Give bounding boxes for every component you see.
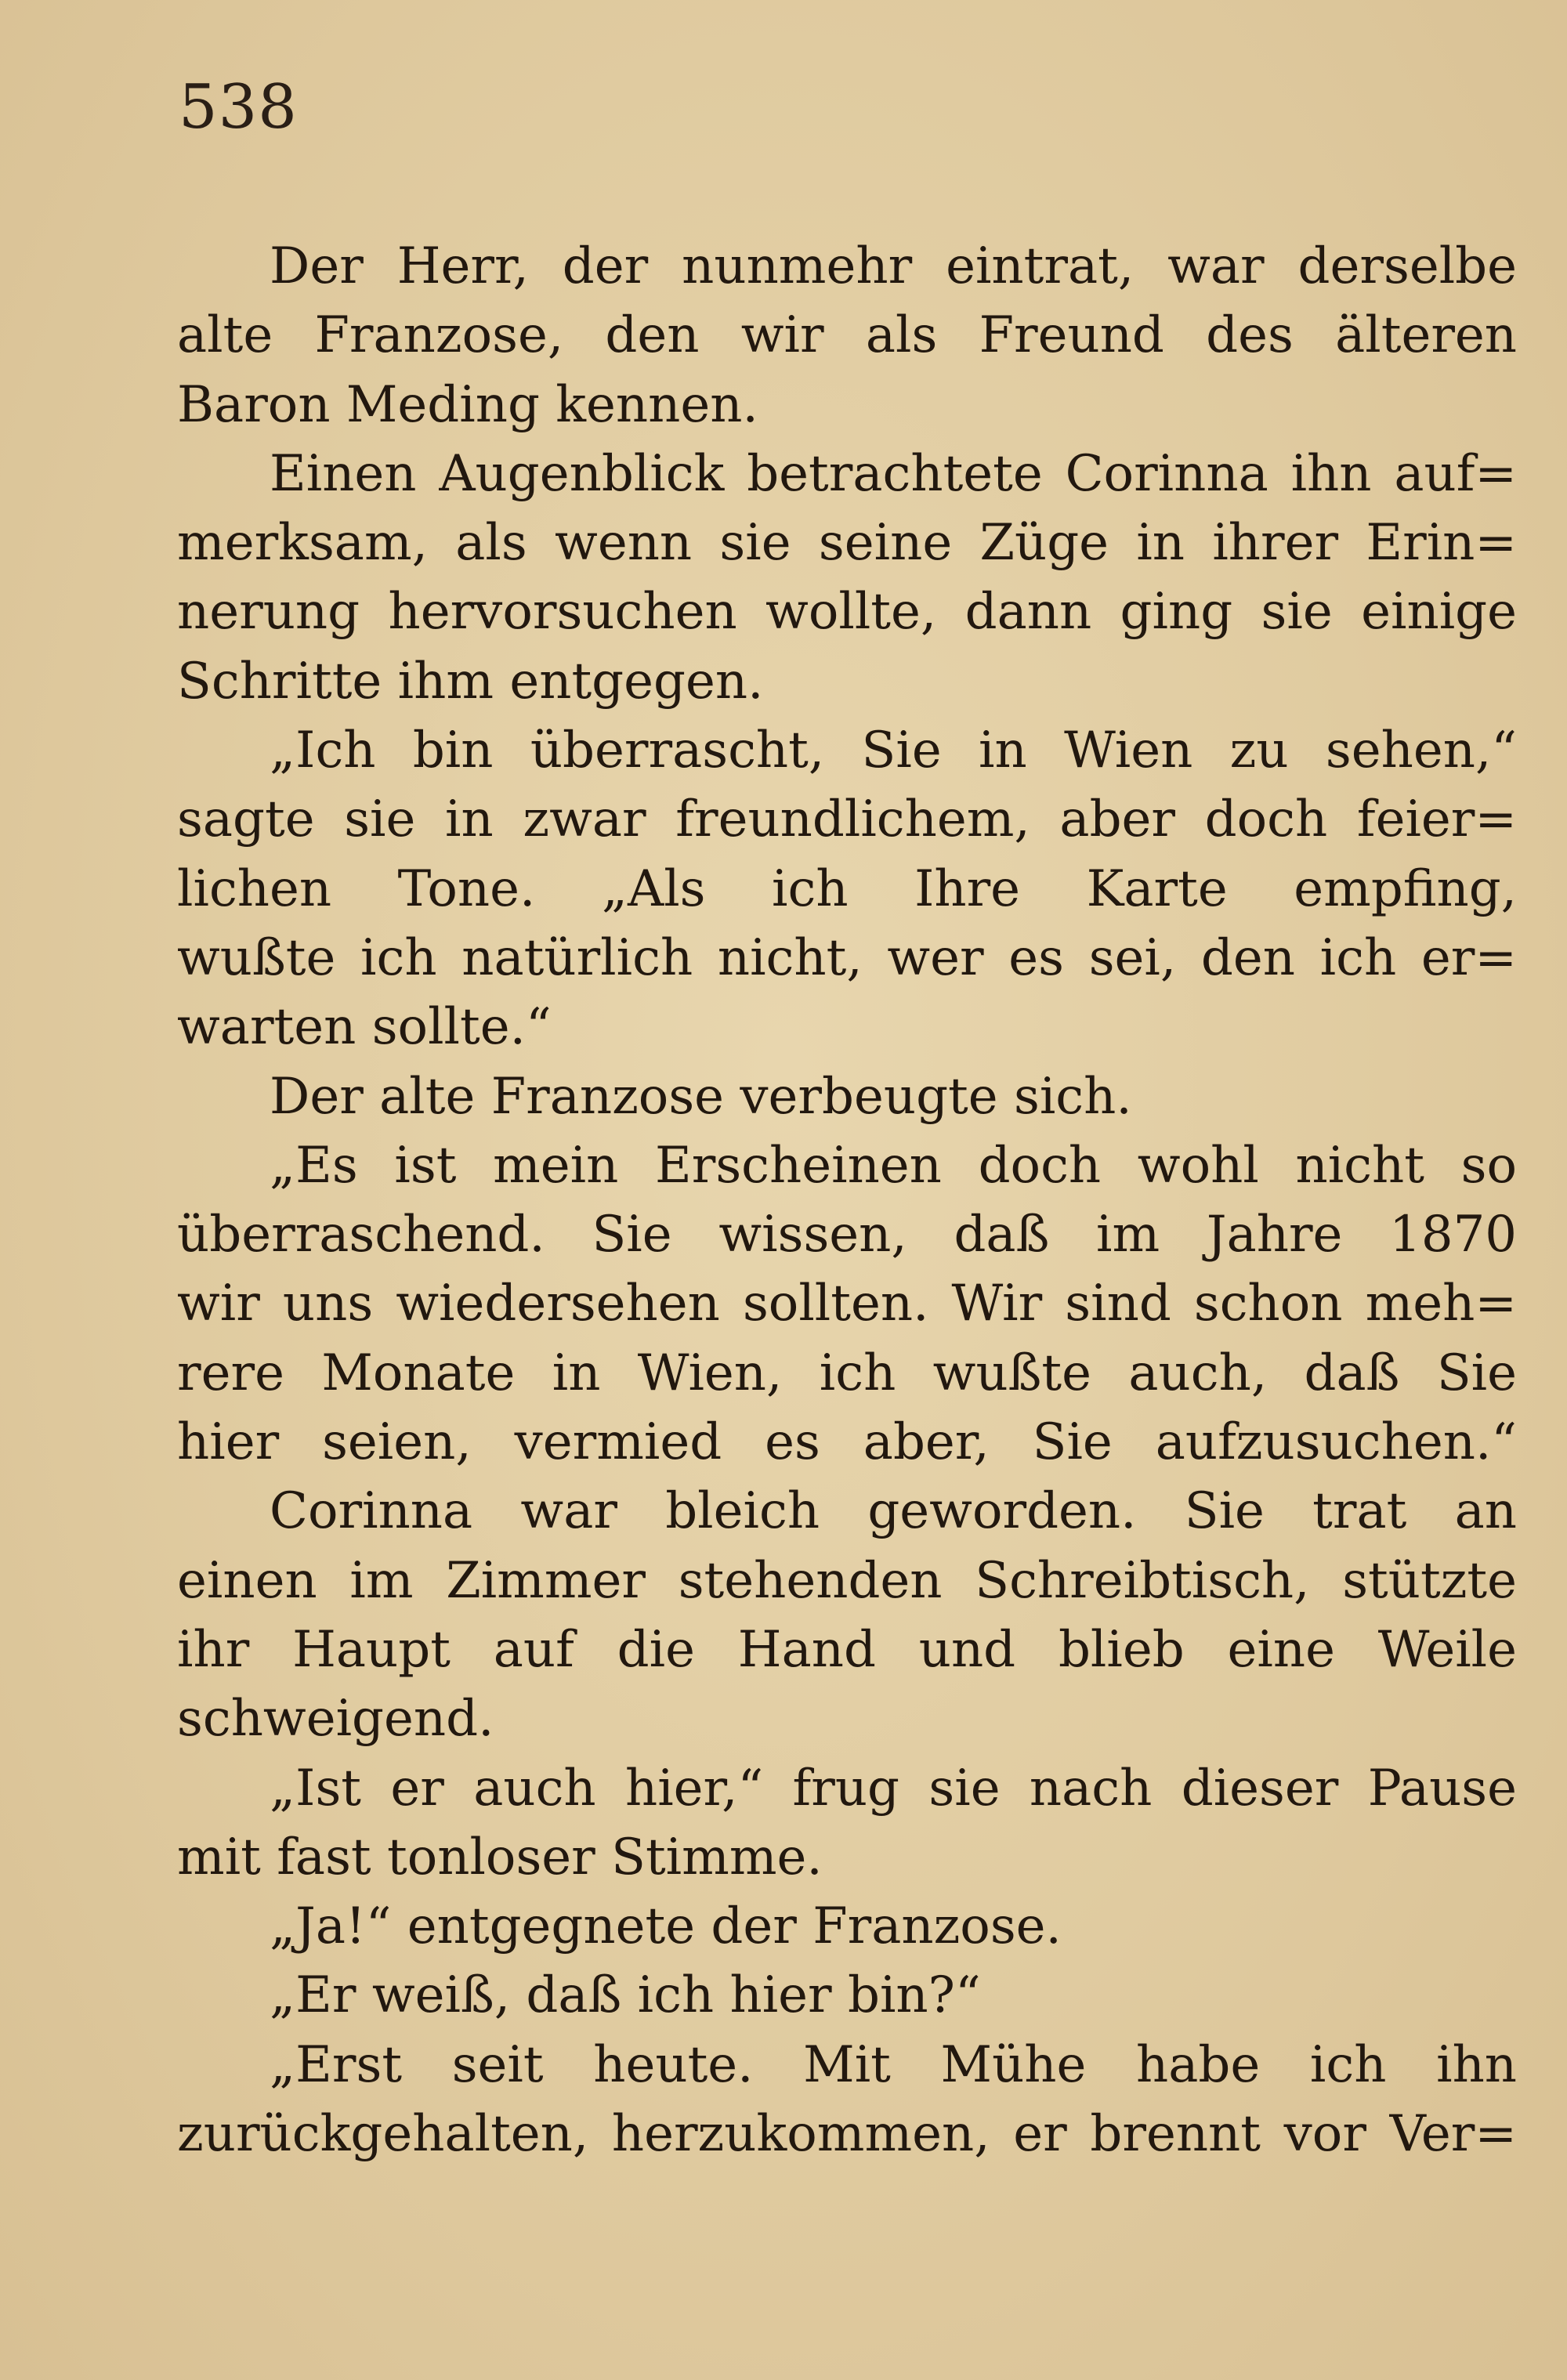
text-line: Baron Meding kennen.	[177, 375, 758, 434]
text-line: rere Monate in Wien, ich wußte auch, daß Sie	[177, 1344, 1517, 1402]
text-line: ihr Haupt auf die Hand und blieb eine Weile	[177, 1620, 1517, 1679]
text-line: „Er weiß, daß ich hier bin?“	[270, 1966, 981, 2025]
text-line: alte Franzose, den wir als Freund des älteren	[177, 306, 1517, 365]
text-line: Corinna war bleich geworden. Sie trat an	[270, 1482, 1517, 1541]
text-line: lichen Tone. „Als ich Ihre Karte empfing,	[177, 859, 1517, 918]
text-line: mit fast tonloser Stimme.	[177, 1828, 823, 1886]
text-line: einen im Zimmer stehenden Schreibtisch, stützte	[177, 1551, 1517, 1610]
body-text	[177, 232, 1517, 2168]
text-line: „Erst seit heute. Mit Mühe habe ich ihn	[270, 2035, 1517, 2094]
text-line: Der alte Franzose verbeugte sich.	[270, 1067, 1132, 1126]
text-line: „Es ist mein Erscheinen doch wohl nicht so	[270, 1136, 1517, 1195]
page-number: 538	[179, 72, 298, 143]
text-line: Schritte ihm entgegen.	[177, 652, 764, 711]
text-line: Der Herr, der nunmehr eintrat, war derselbe	[270, 237, 1517, 295]
text-line: merksam, als wenn sie seine Züge in ihrer Erin=	[177, 514, 1517, 573]
text-line: Einen Augenblick betrachtete Corinna ihn auf=	[270, 444, 1517, 503]
text-line: schweigend.	[177, 1690, 494, 1749]
text-line: hier seien, vermied es aber, Sie aufzusuchen.“	[177, 1413, 1517, 1472]
text-line: warten sollte.“	[177, 998, 552, 1057]
text-line: „Ich bin überrascht, Sie in Wien zu sehen,“	[270, 722, 1517, 780]
text-line: wir uns wiedersehen sollten. Wir sind schon meh=	[177, 1275, 1517, 1333]
text-line: sagte sie in zwar freundlichem, aber doch feier=	[177, 790, 1517, 849]
text-line: nerung hervorsuchen wollte, dann ging sie einige	[177, 583, 1517, 642]
text-line: „Ja!“ entgegnete der Franzose.	[270, 1897, 1062, 1956]
text-line: wußte ich natürlich nicht, wer es sei, den ich er=	[177, 928, 1517, 987]
text-line: zurückgehalten, herzukommen, er brennt vor Ver=	[177, 2105, 1517, 2164]
text-line: überraschend. Sie wissen, daß im Jahre 1870	[177, 1206, 1517, 1264]
text-line: „Ist er auch hier,“ frug sie nach dieser Pause	[270, 1759, 1517, 1818]
